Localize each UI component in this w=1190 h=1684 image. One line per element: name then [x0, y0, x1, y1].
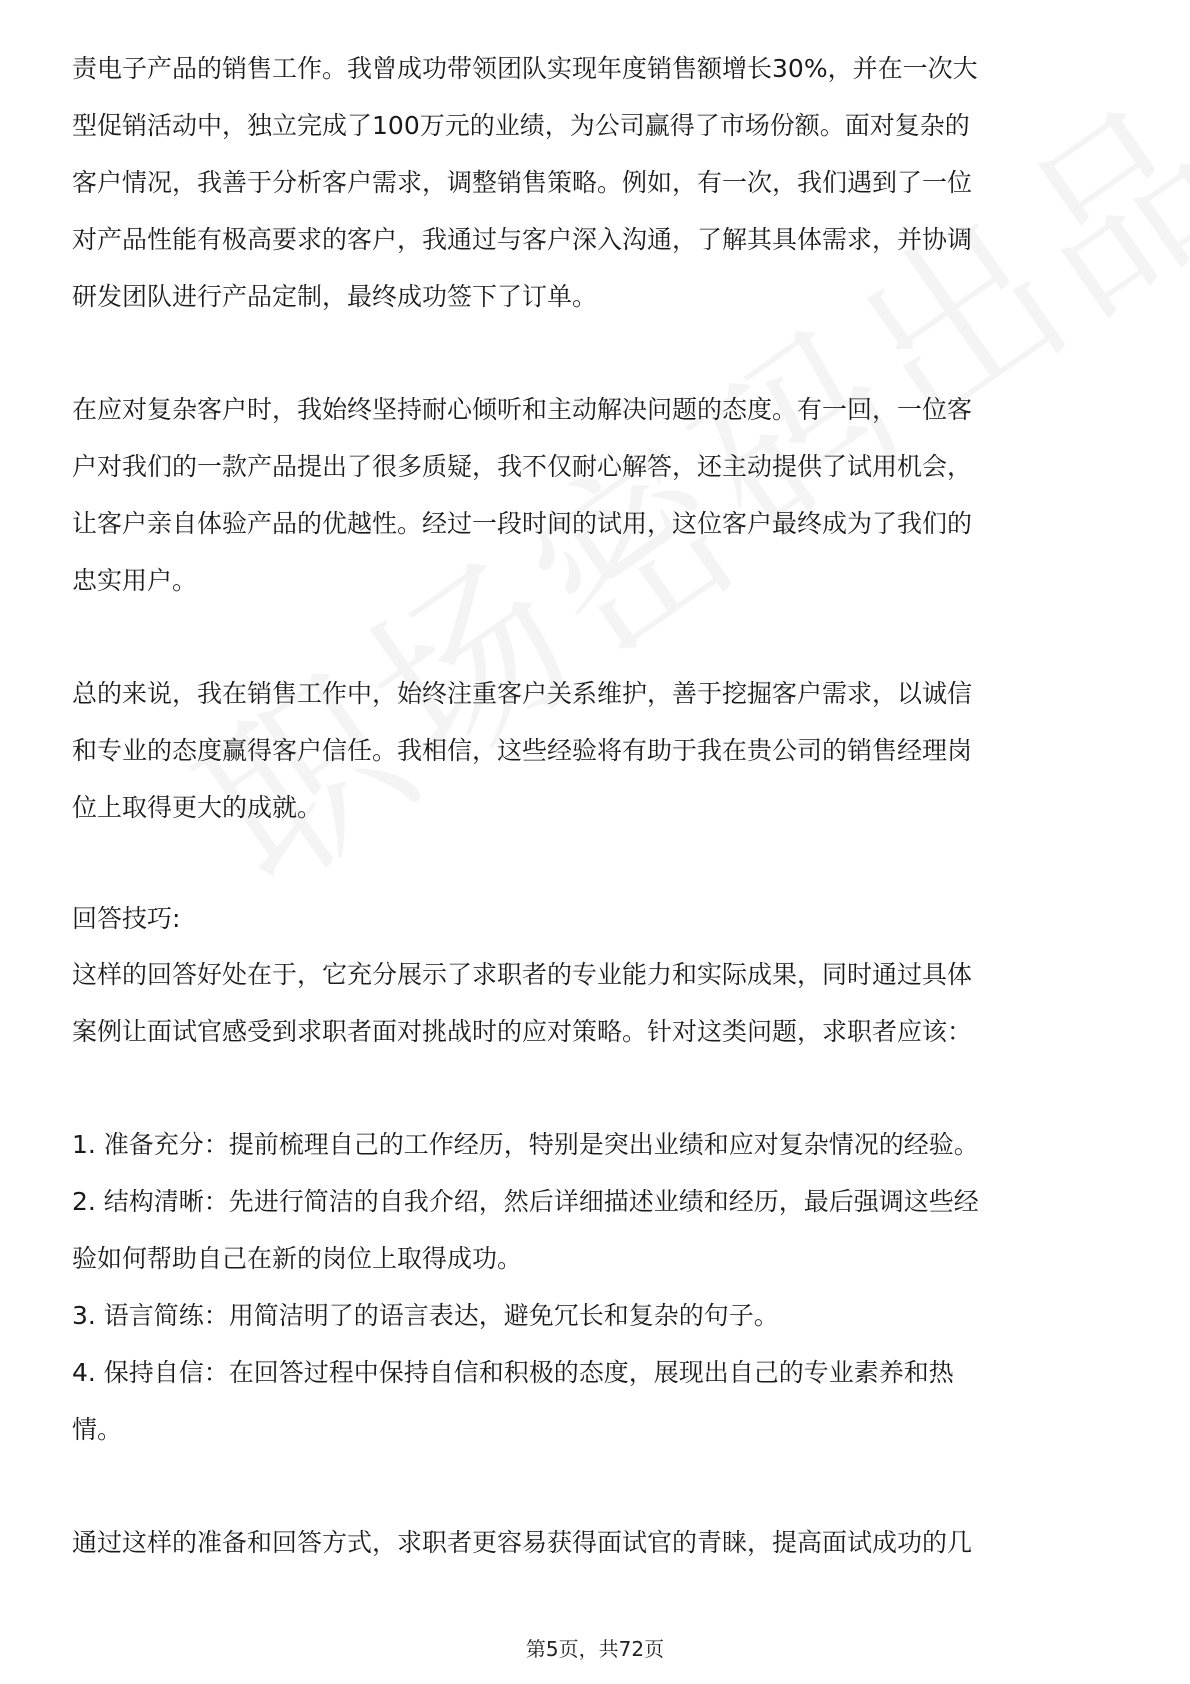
page-number: 第5页，共72页 [525, 1637, 665, 1661]
text-line: 这样的回答好处在于，它充分展示了求职者的专业能力和实际成果，同时通过具体 [72, 960, 973, 989]
watermark [175, 72, 1190, 916]
list-item: 2. 结构清晰：先进行简洁的自我介绍，然后详细描述业绩和经历，最后强调这些经 [72, 1187, 979, 1216]
text-line: 在应对复杂客户时，我始终坚持耐心倾听和主动解决问题的态度。有一回，一位客 [72, 395, 973, 424]
section-heading: 回答技巧: [72, 904, 181, 933]
list-item: 3. 语言简练：用简洁明了的语言表达，避免冗长和复杂的句子。 [72, 1301, 779, 1330]
text-line: 位上取得更大的成就。 [72, 793, 323, 822]
text-line: 责电子产品的销售工作。我曾成功带领团队实现年度销售额增长30%，并在一次大 [72, 54, 978, 83]
text-line: 对产品性能有极高要求的客户，我通过与客户深入沟通，了解其具体需求，并协调 [72, 225, 973, 254]
list-item-continuation: 验如何帮助自己在新的岗位上取得成功。 [72, 1244, 523, 1273]
text-line: 案例让面试官感受到求职者面对挑战时的应对策略。针对这类问题，求职者应该： [72, 1017, 973, 1046]
list-item: 4. 保持自信：在回答过程中保持自信和积极的态度，展现出自己的专业素养和热 [72, 1358, 954, 1387]
text-line: 户对我们的一款产品提出了很多质疑，我不仅耐心解答，还主动提供了试用机会， [72, 452, 973, 481]
text-line: 通过这样的准备和回答方式，求职者更容易获得面试官的青睐，提高面试成功的几 [72, 1528, 973, 1557]
text-line: 总的来说，我在销售工作中，始终注重客户关系维护，善于挖掘客户需求，以诚信 [72, 679, 973, 708]
text-line: 型促销活动中，独立完成了100万元的业绩，为公司赢得了市场份额。面对复杂的 [72, 111, 970, 140]
text-line: 研发团队进行产品定制，最终成功签下了订单。 [72, 282, 598, 311]
list-item-continuation: 情。 [72, 1415, 123, 1444]
list-item: 1. 准备充分：提前梳理自己的工作经历，特别是突出业绩和应对复杂情况的经验。 [72, 1130, 979, 1159]
text-line: 让客户亲自体验产品的优越性。经过一段时间的试用，这位客户最终成为了我们的 [72, 509, 973, 538]
text-line: 和专业的态度赢得客户信任。我相信，这些经验将有助于我在贵公司的销售经理岗 [72, 736, 973, 765]
text-line: 客户情况，我善于分析客户需求，调整销售策略。例如，有一次，我们遇到了一位 [72, 168, 973, 197]
text-line: 忠实用户。 [72, 566, 198, 595]
